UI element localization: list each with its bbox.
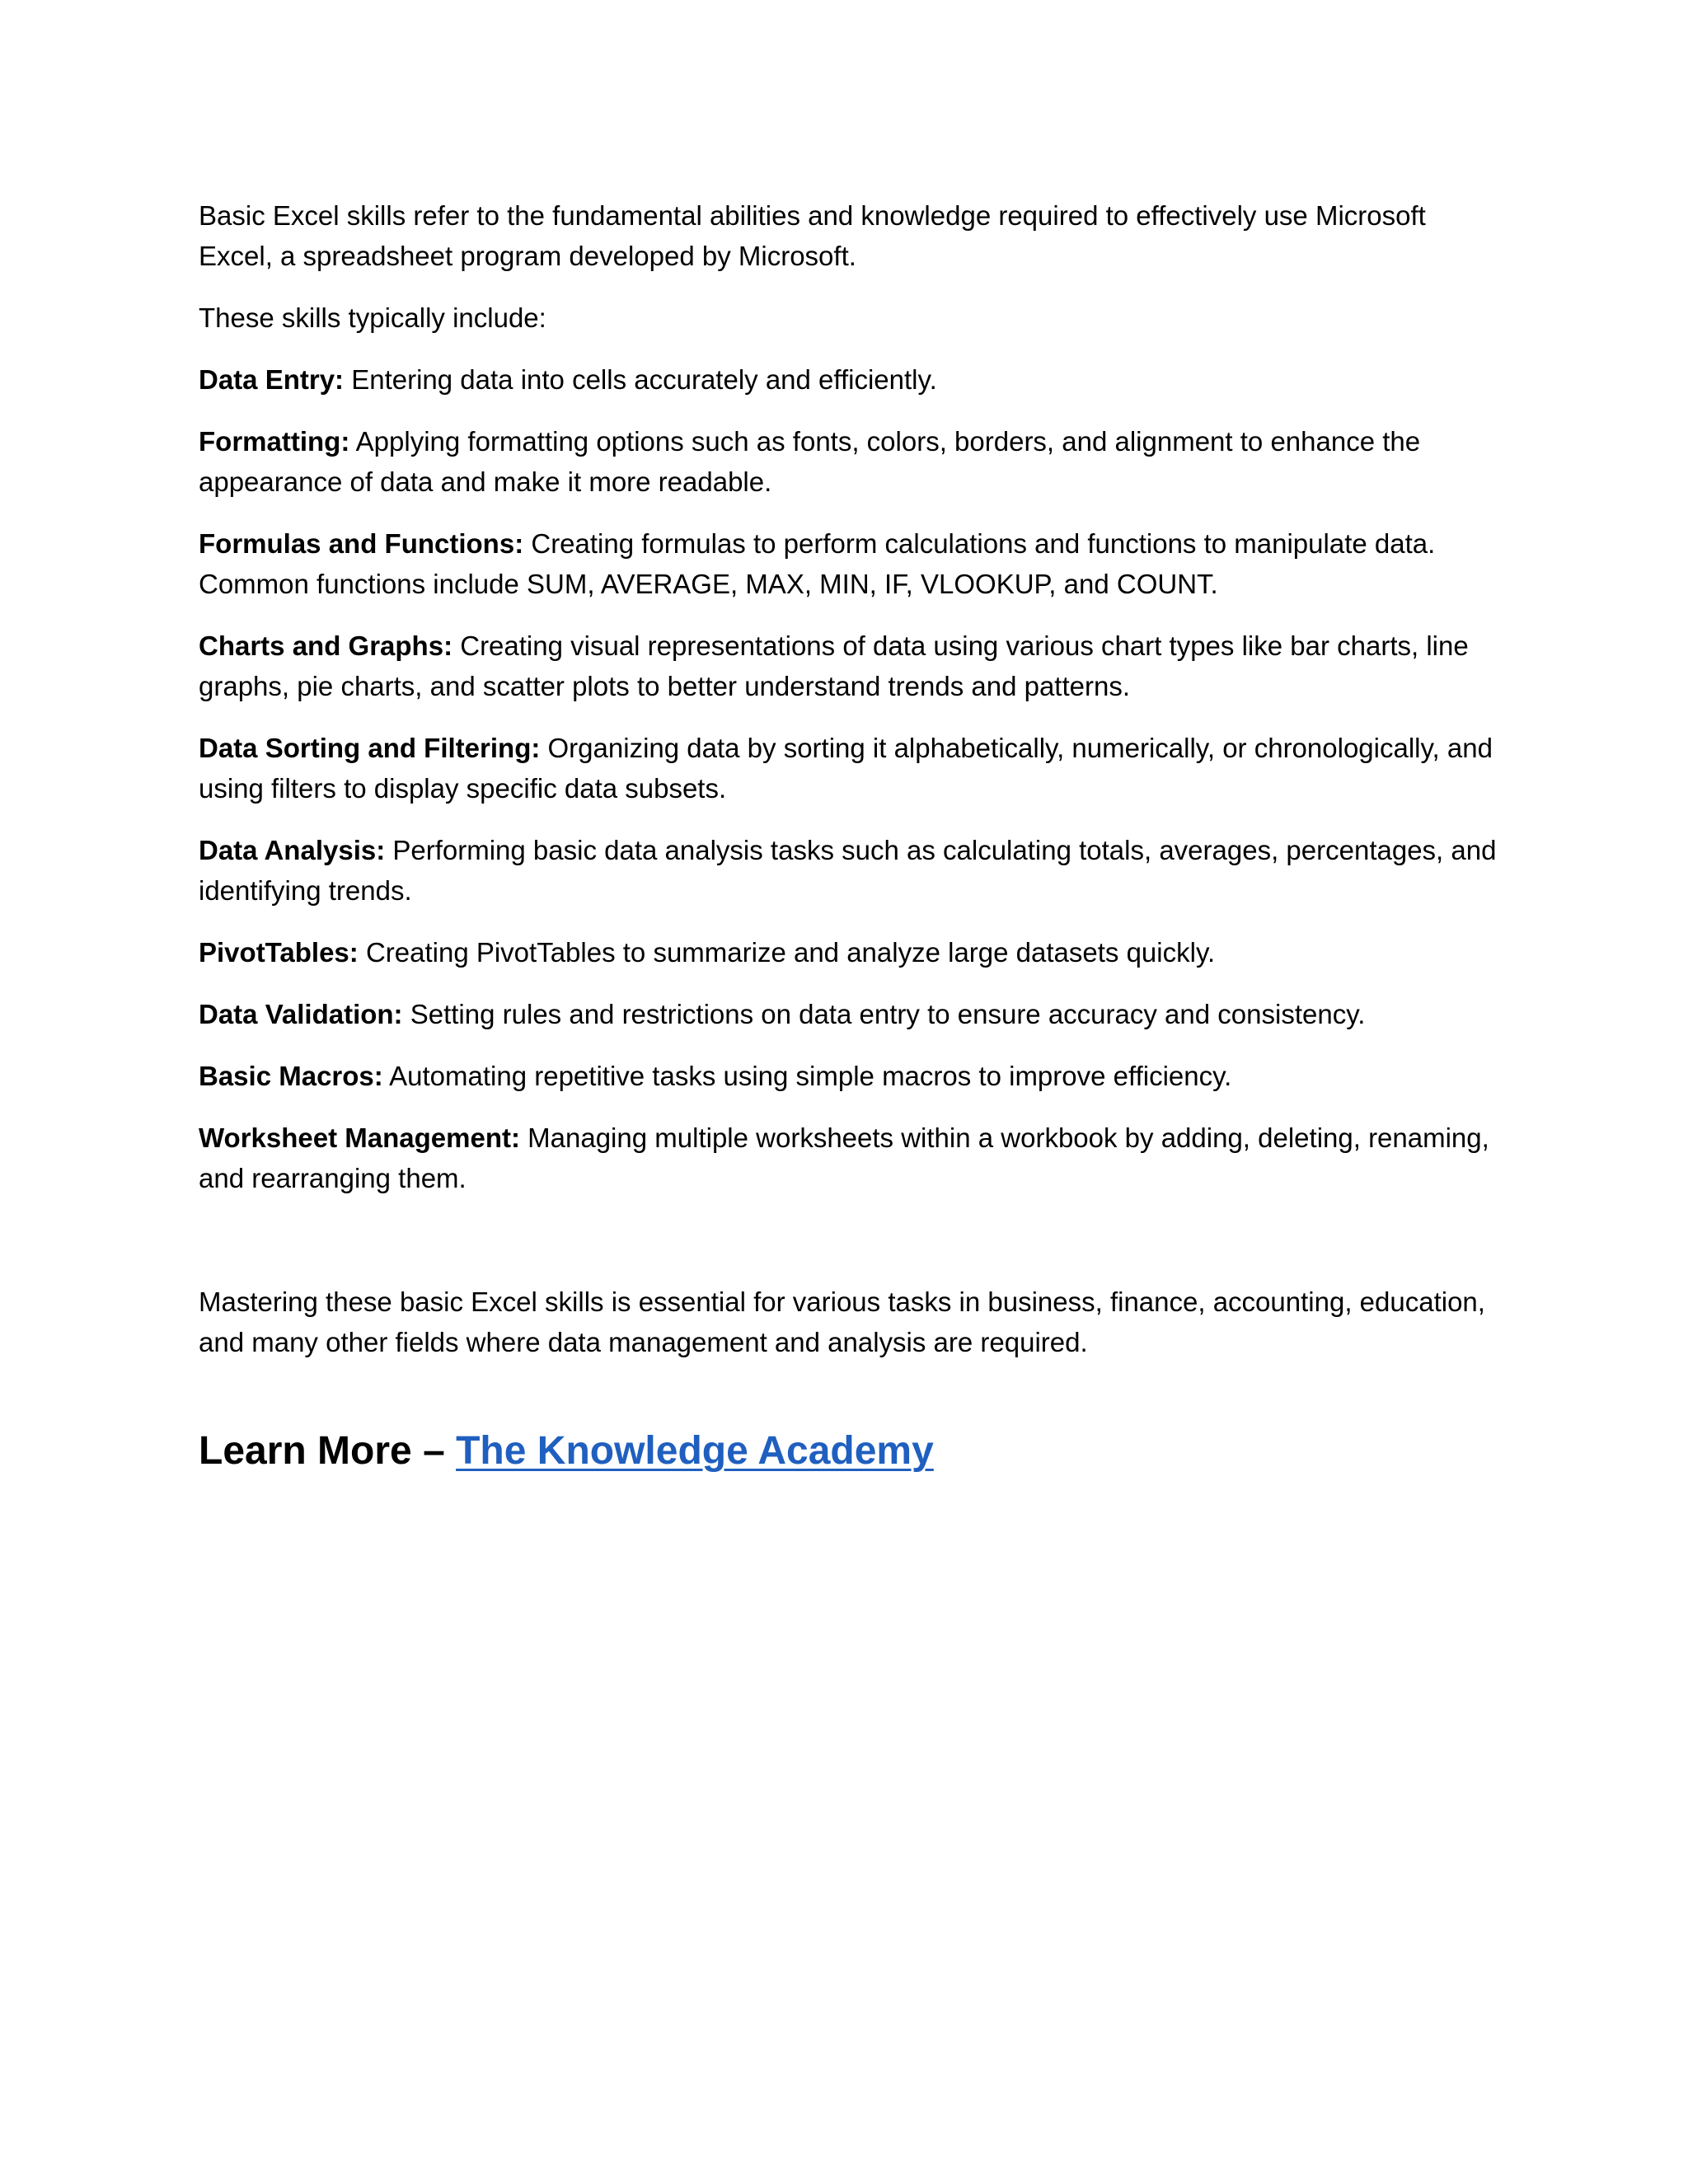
- learn-more-heading: [199, 1427, 1501, 1476]
- skill-description: Organizing data by sorting it alphabetically, numerically, or chronologically, and using filters to display specific data subsets.: [199, 733, 1493, 804]
- conclusion-paragraph: Mastering these basic Excel skills is essential for various tasks in business, finance, accounting, education, and many other fields where data management and analysis are required.: [199, 1286, 1485, 1357]
- skill-item: [199, 359, 1501, 400]
- learn-more-label: Learn More –: [199, 1429, 445, 1473]
- skill-description: Creating formulas to perform calculations and functions to manipulate data. Common functions include SUM, AVERAGE, MAX, MIN, IF, VLOOKUP, and COUNT.: [199, 528, 1436, 599]
- skill-term: Basic Macros:: [199, 1061, 383, 1091]
- skill-item: [199, 421, 1501, 502]
- skill-item: [199, 523, 1501, 604]
- skill-term: Data Sorting and Filtering:: [199, 733, 541, 763]
- skill-description: Managing multiple worksheets within a workbook by adding, deleting, renaming, and rearranging them.: [199, 1122, 1489, 1193]
- skill-description: Applying formatting options such as fonts, colors, borders, and alignment to enhance the appearance of data and make it more readable.: [199, 426, 1421, 497]
- skill-term: Charts and Graphs:: [199, 630, 453, 661]
- skill-item: [199, 932, 1501, 972]
- skill-description: Setting rules and restrictions on data entry to ensure accuracy and consistency.: [410, 999, 1366, 1029]
- skill-term: Formatting:: [199, 426, 350, 457]
- skill-item: [199, 1118, 1501, 1198]
- skill-description: Creating PivotTables to summarize and analyze large datasets quickly.: [365, 937, 1216, 968]
- skill-item: [199, 994, 1501, 1034]
- skill-term: Formulas and Functions:: [199, 528, 524, 559]
- skill-item: [199, 830, 1501, 911]
- skill-term: Data Entry:: [199, 364, 345, 395]
- skill-description: Creating visual representations of data using various chart types like bar charts, line graphs, pie charts, and scatter plots to better understand trends and patterns.: [199, 630, 1469, 701]
- skill-item: [199, 626, 1501, 706]
- knowledge-academy-link[interactable]: The Knowledge Academy: [456, 1429, 934, 1473]
- blank-line: [199, 1220, 1501, 1282]
- skill-term: Data Validation:: [199, 999, 403, 1029]
- skill-item: [199, 728, 1501, 808]
- skill-description: Entering data into cells accurately and efficiently.: [351, 364, 937, 395]
- skill-term: PivotTables:: [199, 937, 359, 968]
- skill-description: Performing basic data analysis tasks such as calculating totals, averages, percentages, and identifying trends.: [199, 835, 1497, 906]
- skill-item: [199, 1056, 1501, 1096]
- document-body: [199, 195, 1501, 1476]
- intro-paragraph: Basic Excel skills refer to the fundamental abilities and knowledge required to effectively use Microsoft Excel, a spreadsheet program developed by Microsoft.: [199, 200, 1426, 271]
- skill-description: Automating repetitive tasks using simple macros to improve efficiency.: [389, 1061, 1232, 1091]
- skill-term: Worksheet Management:: [199, 1122, 520, 1153]
- lead-in-paragraph: These skills typically include:: [199, 302, 546, 333]
- skill-term: Data Analysis:: [199, 835, 386, 865]
